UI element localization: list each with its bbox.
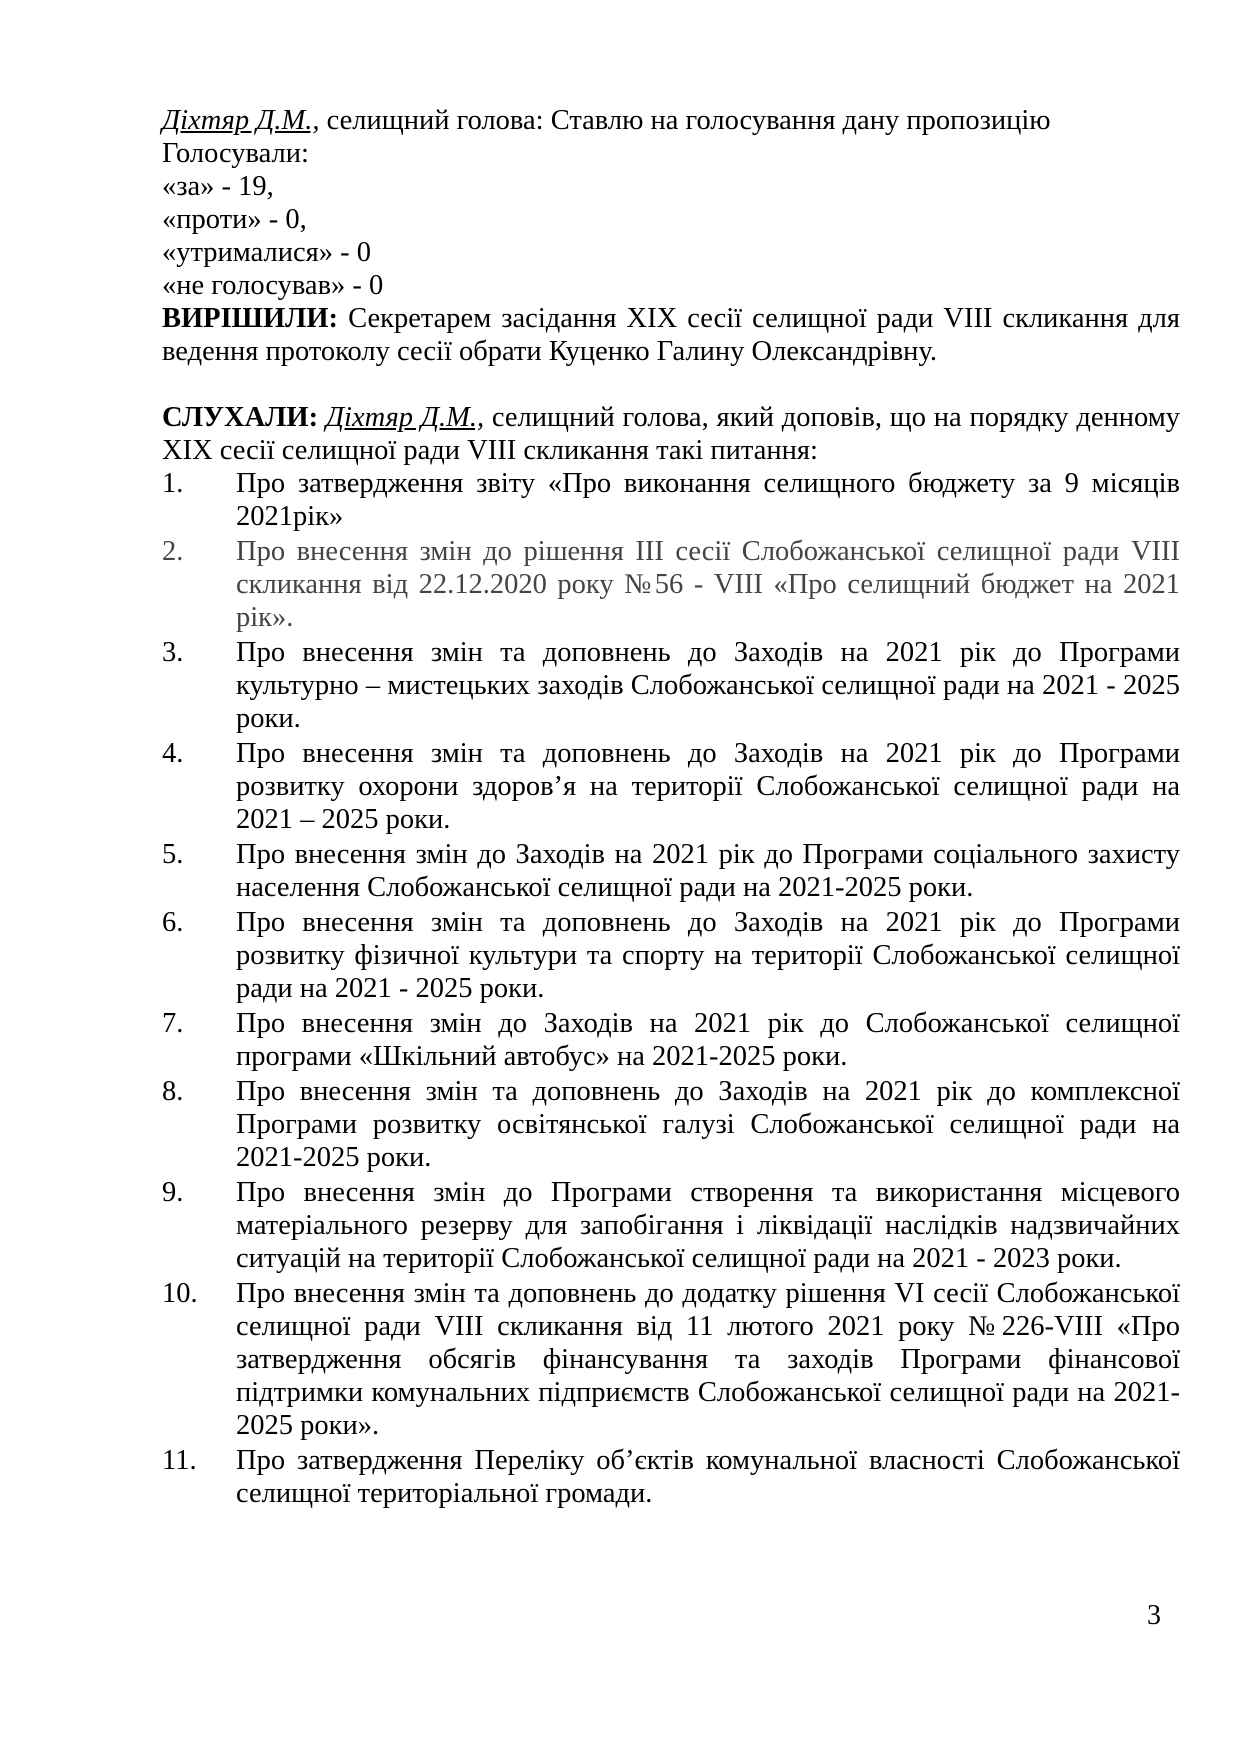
agenda-item-number: 5.	[162, 839, 184, 870]
agenda-item	[162, 1277, 1180, 1442]
agenda-item	[162, 1444, 1180, 1510]
agenda-item-text: Про внесення змін до Програми створення та використання місцевого матеріального резерву для запобігання і ліквідації наслідків надзвичайних ситуацій на території Слобожанської селищної ради на 2021 - 2023 роки.	[236, 1177, 1180, 1274]
decision-label: ВИРІШИЛИ:	[162, 303, 339, 334]
agenda-item	[162, 737, 1180, 836]
agenda-item-number: 11.	[162, 1445, 197, 1476]
agenda-item-number: 6.	[162, 907, 184, 938]
agenda-item-text: Про внесення змін до Заходів на 2021 рік до Слобожанської селищної програми «Шкільний автобус» на 2021-2025 роки.	[236, 1008, 1180, 1072]
agenda-item-text: Про внесення змін та доповнень до Заходів на 2021 рік до Програми розвитку фізичної культури та спорту на території Слобожанської селищної ради на 2021 - 2025 роки.	[236, 907, 1180, 1004]
agenda-item	[162, 838, 1180, 904]
heard-paragraph	[162, 401, 1180, 467]
agenda-item	[162, 906, 1180, 1005]
agenda-item	[162, 1176, 1180, 1275]
vote-not-voted: «не голосував» - 0	[162, 270, 384, 301]
vote-for: «за» - 19,	[162, 171, 274, 202]
voted-label: Голосували:	[162, 138, 309, 169]
agenda-item-text: Про внесення змін до рішення III сесії Слобожанської селищної ради VIII скликання від 22.12.2020 року №56 - VIII «Про селищний бюджет на 2021 рік».	[236, 536, 1180, 633]
heard-speaker: Діхтяр Д.М.,	[325, 402, 485, 433]
agenda-item-number: 10.	[162, 1278, 198, 1309]
vote-intro-line	[162, 104, 1180, 137]
agenda-item	[162, 1007, 1180, 1073]
decision-text: Секретарем засідання XIX сесії селищної ради VIII скликання для ведення протоколу сесії обрати Куценко Галину Олександрівну.	[162, 303, 1180, 367]
agenda-item-number: 4.	[162, 738, 184, 769]
agenda-list	[162, 467, 1180, 1510]
page-number: 3	[1147, 1600, 1161, 1631]
agenda-item-text: Про внесення змін до Заходів на 2021 рік до Програми соціального захисту населення Слобожанської селищної ради на 2021-2025 роки.	[236, 839, 1180, 903]
agenda-item-number: 8.	[162, 1076, 184, 1107]
agenda-item-text: Про внесення змін та доповнень до Заходів на 2021 рік до комплексної Програми розвитку освітянської галузі Слобожанської селищної ради на 2021-2025 роки.	[236, 1076, 1180, 1173]
vote-abstained: «утрималися» - 0	[162, 237, 372, 268]
agenda-item	[162, 1075, 1180, 1174]
speaker-name: Діхтяр Д.М.,	[162, 105, 320, 136]
agenda-item-text: Про затвердження Переліку об’єктів комунальної власності Слобожанської селищної територіальної громади.	[236, 1445, 1180, 1509]
agenda-item-text: Про внесення змін та доповнень до Заходів на 2021 рік до Програми культурно – мистецьких заходів Слобожанської селищної ради на 2021 - 2025 роки.	[236, 637, 1180, 734]
document-page	[162, 104, 1180, 1512]
vote-against: «проти» - 0,	[162, 204, 307, 235]
agenda-item-text: Про затвердження звіту «Про виконання селищного бюджету за 9 місяців 2021рік»	[236, 468, 1180, 532]
heard-text: селищний голова, який доповів, що на порядку денному XIX сесії селищної ради VIII скликання такі питання:	[162, 402, 1180, 466]
agenda-item	[162, 535, 1180, 634]
vote-intro-text: селищний голова: Ставлю на голосування дану пропозицію	[319, 105, 1051, 136]
agenda-item-text: Про внесення змін та доповнень до Заходів на 2021 рік до Програми розвитку охорони здоров’я на території Слобожанської селищної ради на 2021 – 2025 роки.	[236, 738, 1180, 835]
agenda-item-number: 3.	[162, 637, 184, 668]
agenda-item	[162, 636, 1180, 735]
paragraph-spacer	[162, 368, 1180, 401]
agenda-item-number: 9.	[162, 1177, 184, 1208]
decision-paragraph	[162, 302, 1180, 368]
agenda-item-text: Про внесення змін та доповнень до додатку рішення VI сесії Слобожанської селищної ради VIII скликання від 11 лютого 2021 року №226-VIII «Про затвердження обсягів фінансування та заходів Програми фінансової підтримки комунальних підприємств Слобожанської селищної ради на 2021-2025 роки».	[236, 1278, 1180, 1441]
heard-label: СЛУХАЛИ:	[162, 402, 319, 433]
agenda-item-number: 2.	[162, 536, 184, 567]
agenda-item-number: 7.	[162, 1008, 184, 1039]
agenda-item-number: 1.	[162, 468, 184, 499]
agenda-item	[162, 467, 1180, 533]
